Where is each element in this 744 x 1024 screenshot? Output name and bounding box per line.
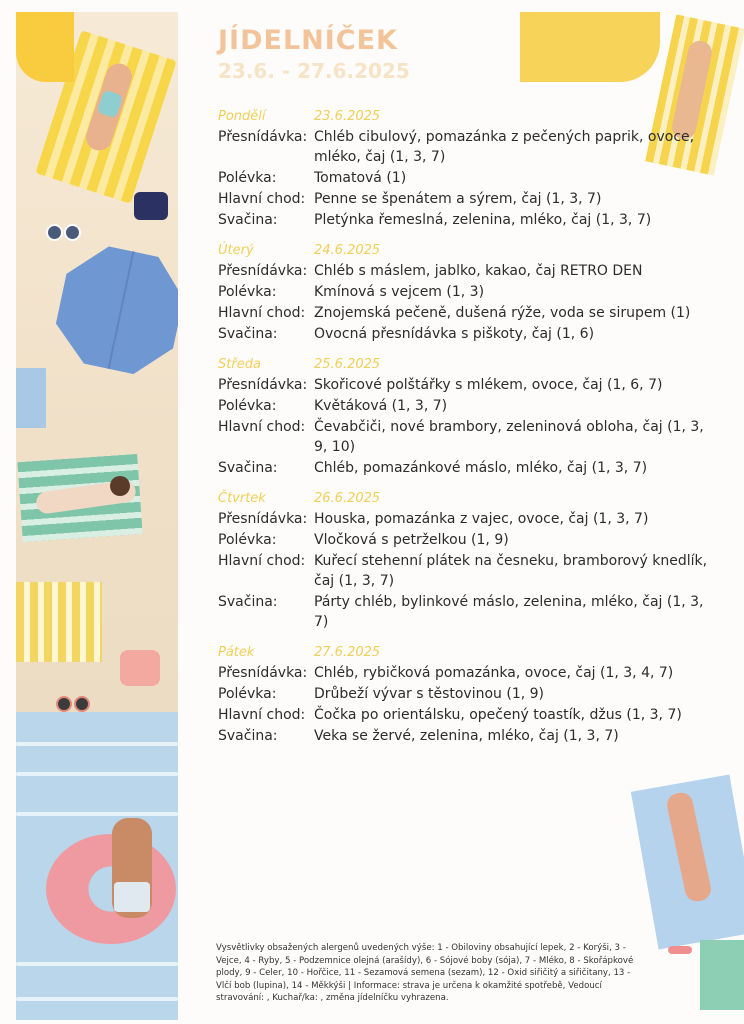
- day-heading: [218, 242, 718, 260]
- meal-row: [218, 705, 718, 725]
- day-heading: [218, 490, 718, 508]
- meal-value: Drůbeží vývar s těstovinou (1, 9): [314, 686, 545, 702]
- meal-value: Houska, pomazánka z vajec, ovoce, čaj (1, 3, 7): [314, 511, 649, 527]
- meal-row: [218, 551, 718, 591]
- meal-row: [218, 303, 718, 323]
- meal-row: [218, 210, 718, 230]
- day-name: Středa: [218, 357, 261, 372]
- meal-label: Hlavní chod:: [218, 191, 306, 207]
- meal-row: [218, 189, 718, 209]
- beach-towel-illustration: [16, 582, 102, 662]
- meal-value: Čevabčiči, nové brambory, zeleninová obloha, čaj (1, 3, 9, 10): [314, 419, 704, 455]
- day-heading: [218, 644, 718, 662]
- meal-row: [218, 726, 718, 746]
- meal-value: Pletýnka řemeslná, zelenina, mléko, čaj (1, 3, 7): [314, 212, 652, 228]
- meal-label: Svačina:: [218, 212, 278, 228]
- meal-row: [218, 127, 718, 167]
- meal-row: [218, 530, 718, 550]
- menu-content: [218, 24, 718, 746]
- day-name: Pátek: [218, 645, 255, 660]
- meal-row: [218, 282, 718, 302]
- meal-label: Hlavní chod:: [218, 419, 306, 435]
- meal-row: [218, 168, 718, 188]
- meal-value: Veka se žervé, zelenina, mléko, čaj (1, 3, 7): [314, 728, 619, 744]
- flip-flops-illustration: [668, 946, 692, 954]
- meal-label: Svačina:: [218, 326, 278, 342]
- meal-value: Znojemská pečeně, dušená rýže, voda se sirupem (1): [314, 305, 691, 321]
- day-section-thursday: [218, 490, 718, 632]
- meal-value: Chléb cibulový, pomazánka z pečených paprik, ovoce, mléko, čaj (1, 3, 7): [314, 129, 695, 165]
- meal-value: Květáková (1, 3, 7): [314, 398, 448, 414]
- meal-value: Vločková s petrželkou (1, 9): [314, 532, 509, 548]
- meal-label: Hlavní chod:: [218, 305, 306, 321]
- meal-label: Polévka:: [218, 686, 277, 702]
- meal-label: Přesnídávka:: [218, 263, 308, 279]
- meal-label: Hlavní chod:: [218, 707, 306, 723]
- meal-label: Přesnídávka:: [218, 511, 308, 527]
- day-section-wednesday: [218, 356, 718, 478]
- day-name: Čtvrtek: [218, 491, 266, 506]
- allergen-footnote: Vysvětlivky obsažených alergenů uvedených výše: 1 - Obiloviny obsahující lepek, 2 - Korýši, 3 - Vejce, 4 - Ryby, 5 - Podzemnice olejná (arašídy), 6 - Sójové boby (sója), 7 - Mléko, 8 - Skořápkové plody, 9 - Celer, 10 - Hořčice, 11 - Sezamová semena (sezam), 12 - Oxid siřičitý a siřičitany, 13 - Vlčí bob (lupina), 14 - Měkkýši | Informace: strava je určena k okamžité spotřebě, Vedoucí stravování: , Kuchař/ka: , změna jídelníčku vyhrazena.: [216, 943, 634, 1003]
- day-section-tuesday: [218, 242, 718, 344]
- day-heading: [218, 108, 718, 126]
- day-name: Pondělí: [218, 109, 266, 124]
- beach-towel-illustration: [700, 940, 744, 1010]
- meal-value: Penne se špenátem a sýrem, čaj (1, 3, 7): [314, 191, 602, 207]
- meal-label: Polévka:: [218, 170, 277, 186]
- meal-row: [218, 417, 718, 457]
- beach-umbrella-illustration: [16, 12, 74, 82]
- meal-label: Polévka:: [218, 284, 277, 300]
- sunglasses-illustration: [46, 224, 82, 238]
- meal-label: Polévka:: [218, 398, 277, 414]
- meal-row: [218, 396, 718, 416]
- sunglasses-illustration: [56, 696, 92, 710]
- meal-value: Ovocná přesnídávka s piškoty, čaj (1, 6): [314, 326, 595, 342]
- meal-row: [218, 663, 718, 683]
- meal-row: [218, 458, 718, 478]
- meal-value: Kmínová s vejcem (1, 3): [314, 284, 485, 300]
- date-range: 23.6. - 27.6.2025: [218, 59, 410, 83]
- meal-row: [218, 509, 718, 529]
- meal-value: Tomatová (1): [314, 170, 407, 186]
- meal-value: Chléb s máslem, jablko, kakao, čaj RETRO DEN: [314, 263, 643, 279]
- day-section-friday: [218, 644, 718, 746]
- beach-bag-illustration: [134, 192, 168, 220]
- meal-row: [218, 261, 718, 281]
- meal-row: [218, 592, 718, 632]
- meal-label: Svačina:: [218, 460, 278, 476]
- meal-row: [218, 375, 718, 395]
- meal-label: Polévka:: [218, 532, 277, 548]
- day-section-monday: [218, 108, 718, 230]
- meal-label: Přesnídávka:: [218, 377, 308, 393]
- meal-value: Chléb, pomazánkové máslo, mléko, čaj (1, 3, 7): [314, 460, 648, 476]
- day-date: 26.6.2025: [314, 491, 381, 506]
- day-date: 25.6.2025: [314, 357, 381, 372]
- day-date: 24.6.2025: [314, 243, 381, 258]
- meal-label: Hlavní chod:: [218, 553, 306, 569]
- meal-value: Skořicové polštářky s mlékem, ovoce, čaj (1, 6, 7): [314, 377, 663, 393]
- meal-label: Přesnídávka:: [218, 665, 308, 681]
- meal-label: Svačina:: [218, 728, 278, 744]
- day-heading: [218, 356, 718, 374]
- beach-bag-illustration: [120, 650, 160, 686]
- day-date: 23.6.2025: [314, 109, 381, 124]
- meal-value: Kuřecí stehenní plátek na česneku, bramborový knedlík, čaj (1, 3, 7): [314, 553, 708, 589]
- meal-row: [218, 684, 718, 704]
- beach-illustration-left: [16, 12, 178, 1020]
- meal-value: Chléb, rybičková pomazánka, ovoce, čaj (1, 3, 4, 7): [314, 665, 674, 681]
- meal-label: Svačina:: [218, 594, 278, 610]
- meal-value: Čočka po orientálsku, opečený toastík, džus (1, 3, 7): [314, 707, 682, 723]
- page-title: JÍDELNÍČEK: [218, 25, 398, 56]
- meal-label: Přesnídávka:: [218, 129, 308, 145]
- flamingo-float-illustration: [46, 834, 176, 944]
- meal-value: Párty chléb, bylinkové máslo, zelenina, mléko, čaj (1, 3, 7): [314, 594, 704, 630]
- meal-row: [218, 324, 718, 344]
- day-date: 27.6.2025: [314, 645, 381, 660]
- day-name: Úterý: [218, 243, 254, 258]
